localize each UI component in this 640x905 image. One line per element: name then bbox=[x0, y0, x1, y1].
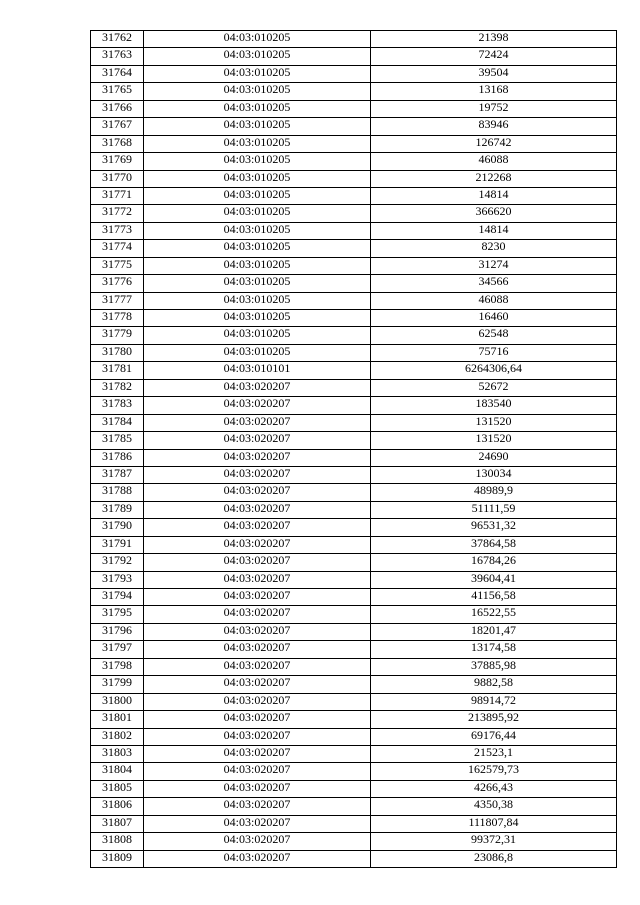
row-number-cell: 31768 bbox=[91, 135, 144, 152]
cadastral-code-cell: 04:03:020207 bbox=[144, 676, 371, 693]
table-row bbox=[91, 170, 617, 187]
row-number-cell: 31782 bbox=[91, 379, 144, 396]
row-number-cell: 31791 bbox=[91, 536, 144, 553]
amount-cell: 9882,58 bbox=[371, 676, 617, 693]
cadastral-code-cell: 04:03:010205 bbox=[144, 327, 371, 344]
table-row bbox=[91, 397, 617, 414]
row-number-cell: 31786 bbox=[91, 449, 144, 466]
cadastral-code-cell: 04:03:010205 bbox=[144, 257, 371, 274]
amount-cell: 131520 bbox=[371, 414, 617, 431]
amount-cell: 37864,58 bbox=[371, 536, 617, 553]
row-number-cell: 31788 bbox=[91, 484, 144, 501]
cadastral-code-cell: 04:03:020207 bbox=[144, 780, 371, 797]
table-row bbox=[91, 257, 617, 274]
table-row bbox=[91, 501, 617, 518]
row-number-cell: 31771 bbox=[91, 187, 144, 204]
table-row bbox=[91, 135, 617, 152]
row-number-cell: 31764 bbox=[91, 65, 144, 82]
row-number-cell: 31795 bbox=[91, 606, 144, 623]
row-number-cell: 31806 bbox=[91, 798, 144, 815]
amount-cell: 46088 bbox=[371, 292, 617, 309]
table-row bbox=[91, 606, 617, 623]
amount-cell: 72424 bbox=[371, 48, 617, 65]
cadastral-code-cell: 04:03:020207 bbox=[144, 554, 371, 571]
amount-cell: 83946 bbox=[371, 118, 617, 135]
table-row bbox=[91, 327, 617, 344]
cadastral-code-cell: 04:03:020207 bbox=[144, 414, 371, 431]
amount-cell: 4266,43 bbox=[371, 780, 617, 797]
row-number-cell: 31779 bbox=[91, 327, 144, 344]
amount-cell: 126742 bbox=[371, 135, 617, 152]
cadastral-code-cell: 04:03:010205 bbox=[144, 100, 371, 117]
row-number-cell: 31773 bbox=[91, 222, 144, 239]
row-number-cell: 31790 bbox=[91, 519, 144, 536]
amount-cell: 14814 bbox=[371, 222, 617, 239]
row-number-cell: 31769 bbox=[91, 153, 144, 170]
cadastral-code-cell: 04:03:020207 bbox=[144, 745, 371, 762]
row-number-cell: 31765 bbox=[91, 83, 144, 100]
row-number-cell: 31774 bbox=[91, 240, 144, 257]
cadastral-code-cell: 04:03:020207 bbox=[144, 623, 371, 640]
cadastral-code-cell: 04:03:020207 bbox=[144, 466, 371, 483]
table-row bbox=[91, 153, 617, 170]
row-number-cell: 31804 bbox=[91, 763, 144, 780]
row-number-cell: 31808 bbox=[91, 833, 144, 850]
row-number-cell: 31797 bbox=[91, 641, 144, 658]
row-number-cell: 31772 bbox=[91, 205, 144, 222]
table-row bbox=[91, 362, 617, 379]
amount-cell: 21398 bbox=[371, 31, 617, 48]
row-number-cell: 31796 bbox=[91, 623, 144, 640]
row-number-cell: 31789 bbox=[91, 501, 144, 518]
row-number-cell: 31775 bbox=[91, 257, 144, 274]
row-number-cell: 31807 bbox=[91, 815, 144, 832]
amount-cell: 16784,26 bbox=[371, 554, 617, 571]
cadastral-code-cell: 04:03:020207 bbox=[144, 728, 371, 745]
amount-cell: 6264306,64 bbox=[371, 362, 617, 379]
amount-cell: 98914,72 bbox=[371, 693, 617, 710]
table-row bbox=[91, 676, 617, 693]
cadastral-code-cell: 04:03:020207 bbox=[144, 432, 371, 449]
row-number-cell: 31770 bbox=[91, 170, 144, 187]
table-row bbox=[91, 798, 617, 815]
table-row bbox=[91, 240, 617, 257]
amount-cell: 19752 bbox=[371, 100, 617, 117]
row-number-cell: 31803 bbox=[91, 745, 144, 762]
table-row bbox=[91, 589, 617, 606]
row-number-cell: 31778 bbox=[91, 310, 144, 327]
table-row bbox=[91, 432, 617, 449]
cadastral-code-cell: 04:03:020207 bbox=[144, 833, 371, 850]
amount-cell: 213895,92 bbox=[371, 711, 617, 728]
amount-cell: 46088 bbox=[371, 153, 617, 170]
amount-cell: 8230 bbox=[371, 240, 617, 257]
table-row bbox=[91, 379, 617, 396]
amount-cell: 52672 bbox=[371, 379, 617, 396]
amount-cell: 31274 bbox=[371, 257, 617, 274]
row-number-cell: 31763 bbox=[91, 48, 144, 65]
row-number-cell: 31801 bbox=[91, 711, 144, 728]
cadastral-code-cell: 04:03:010205 bbox=[144, 187, 371, 204]
table-row bbox=[91, 780, 617, 797]
table-row bbox=[91, 187, 617, 204]
table-body bbox=[91, 31, 617, 868]
table-row bbox=[91, 658, 617, 675]
table-row bbox=[91, 83, 617, 100]
cadastral-code-cell: 04:03:020207 bbox=[144, 641, 371, 658]
row-number-cell: 31767 bbox=[91, 118, 144, 135]
cadastral-code-cell: 04:03:010205 bbox=[144, 48, 371, 65]
row-number-cell: 31784 bbox=[91, 414, 144, 431]
row-number-cell: 31776 bbox=[91, 275, 144, 292]
table-row bbox=[91, 414, 617, 431]
table-row bbox=[91, 222, 617, 239]
cadastral-code-cell: 04:03:020207 bbox=[144, 798, 371, 815]
table-row bbox=[91, 344, 617, 361]
table-row bbox=[91, 292, 617, 309]
amount-cell: 14814 bbox=[371, 187, 617, 204]
cadastral-code-cell: 04:03:010205 bbox=[144, 65, 371, 82]
cadastral-code-cell: 04:03:020207 bbox=[144, 606, 371, 623]
cadastral-code-cell: 04:03:010205 bbox=[144, 118, 371, 135]
amount-cell: 34566 bbox=[371, 275, 617, 292]
cadastral-code-cell: 04:03:020207 bbox=[144, 449, 371, 466]
amount-cell: 18201,47 bbox=[371, 623, 617, 640]
row-number-cell: 31777 bbox=[91, 292, 144, 309]
amount-cell: 130034 bbox=[371, 466, 617, 483]
cadastral-code-cell: 04:03:010205 bbox=[144, 135, 371, 152]
cadastral-code-cell: 04:03:010205 bbox=[144, 170, 371, 187]
cadastral-code-cell: 04:03:020207 bbox=[144, 589, 371, 606]
cadastral-code-cell: 04:03:010205 bbox=[144, 205, 371, 222]
cadastral-code-cell: 04:03:020207 bbox=[144, 501, 371, 518]
data-table bbox=[90, 30, 617, 868]
cadastral-code-cell: 04:03:020207 bbox=[144, 484, 371, 501]
table-row bbox=[91, 833, 617, 850]
table-row bbox=[91, 815, 617, 832]
table-row bbox=[91, 449, 617, 466]
amount-cell: 111807,84 bbox=[371, 815, 617, 832]
amount-cell: 39604,41 bbox=[371, 571, 617, 588]
row-number-cell: 31809 bbox=[91, 850, 144, 867]
row-number-cell: 31781 bbox=[91, 362, 144, 379]
table-row bbox=[91, 693, 617, 710]
cadastral-code-cell: 04:03:010205 bbox=[144, 310, 371, 327]
cadastral-code-cell: 04:03:010205 bbox=[144, 240, 371, 257]
cadastral-code-cell: 04:03:010205 bbox=[144, 344, 371, 361]
amount-cell: 96531,32 bbox=[371, 519, 617, 536]
cadastral-code-cell: 04:03:010205 bbox=[144, 222, 371, 239]
table-row bbox=[91, 65, 617, 82]
amount-cell: 13174,58 bbox=[371, 641, 617, 658]
row-number-cell: 31793 bbox=[91, 571, 144, 588]
cadastral-code-cell: 04:03:020207 bbox=[144, 763, 371, 780]
amount-cell: 75716 bbox=[371, 344, 617, 361]
cadastral-code-cell: 04:03:020207 bbox=[144, 397, 371, 414]
row-number-cell: 31785 bbox=[91, 432, 144, 449]
cadastral-code-cell: 04:03:020207 bbox=[144, 850, 371, 867]
cadastral-code-cell: 04:03:020207 bbox=[144, 711, 371, 728]
table-row bbox=[91, 484, 617, 501]
table-row bbox=[91, 850, 617, 867]
amount-cell: 16460 bbox=[371, 310, 617, 327]
row-number-cell: 31783 bbox=[91, 397, 144, 414]
table-row bbox=[91, 31, 617, 48]
table-row bbox=[91, 554, 617, 571]
row-number-cell: 31799 bbox=[91, 676, 144, 693]
amount-cell: 23086,8 bbox=[371, 850, 617, 867]
amount-cell: 21523,1 bbox=[371, 745, 617, 762]
row-number-cell: 31805 bbox=[91, 780, 144, 797]
cadastral-code-cell: 04:03:020207 bbox=[144, 571, 371, 588]
row-number-cell: 31800 bbox=[91, 693, 144, 710]
amount-cell: 24690 bbox=[371, 449, 617, 466]
amount-cell: 366620 bbox=[371, 205, 617, 222]
cadastral-code-cell: 04:03:010205 bbox=[144, 275, 371, 292]
amount-cell: 16522,55 bbox=[371, 606, 617, 623]
table-row bbox=[91, 623, 617, 640]
cadastral-code-cell: 04:03:020207 bbox=[144, 519, 371, 536]
cadastral-code-cell: 04:03:020207 bbox=[144, 536, 371, 553]
table-row bbox=[91, 728, 617, 745]
amount-cell: 183540 bbox=[371, 397, 617, 414]
row-number-cell: 31762 bbox=[91, 31, 144, 48]
row-number-cell: 31787 bbox=[91, 466, 144, 483]
amount-cell: 4350,38 bbox=[371, 798, 617, 815]
row-number-cell: 31766 bbox=[91, 100, 144, 117]
amount-cell: 13168 bbox=[371, 83, 617, 100]
table-row bbox=[91, 310, 617, 327]
row-number-cell: 31792 bbox=[91, 554, 144, 571]
cadastral-code-cell: 04:03:010205 bbox=[144, 31, 371, 48]
amount-cell: 62548 bbox=[371, 327, 617, 344]
cadastral-code-cell: 04:03:010205 bbox=[144, 292, 371, 309]
table-row bbox=[91, 275, 617, 292]
row-number-cell: 31794 bbox=[91, 589, 144, 606]
cadastral-code-cell: 04:03:010101 bbox=[144, 362, 371, 379]
row-number-cell: 31802 bbox=[91, 728, 144, 745]
table-row bbox=[91, 118, 617, 135]
cadastral-code-cell: 04:03:010205 bbox=[144, 83, 371, 100]
amount-cell: 99372,31 bbox=[371, 833, 617, 850]
table-row bbox=[91, 571, 617, 588]
table-row bbox=[91, 519, 617, 536]
row-number-cell: 31780 bbox=[91, 344, 144, 361]
amount-cell: 41156,58 bbox=[371, 589, 617, 606]
amount-cell: 69176,44 bbox=[371, 728, 617, 745]
table-row bbox=[91, 466, 617, 483]
cadastral-code-cell: 04:03:010205 bbox=[144, 153, 371, 170]
amount-cell: 37885,98 bbox=[371, 658, 617, 675]
table-row bbox=[91, 641, 617, 658]
table-row bbox=[91, 745, 617, 762]
table-row bbox=[91, 48, 617, 65]
row-number-cell: 31798 bbox=[91, 658, 144, 675]
cadastral-code-cell: 04:03:020207 bbox=[144, 379, 371, 396]
table-row bbox=[91, 536, 617, 553]
table-row bbox=[91, 100, 617, 117]
amount-cell: 131520 bbox=[371, 432, 617, 449]
amount-cell: 39504 bbox=[371, 65, 617, 82]
cadastral-code-cell: 04:03:020207 bbox=[144, 815, 371, 832]
amount-cell: 212268 bbox=[371, 170, 617, 187]
table-row bbox=[91, 711, 617, 728]
amount-cell: 51111,59 bbox=[371, 501, 617, 518]
cadastral-code-cell: 04:03:020207 bbox=[144, 658, 371, 675]
table-row bbox=[91, 763, 617, 780]
table-row bbox=[91, 205, 617, 222]
amount-cell: 162579,73 bbox=[371, 763, 617, 780]
cadastral-code-cell: 04:03:020207 bbox=[144, 693, 371, 710]
amount-cell: 48989,9 bbox=[371, 484, 617, 501]
